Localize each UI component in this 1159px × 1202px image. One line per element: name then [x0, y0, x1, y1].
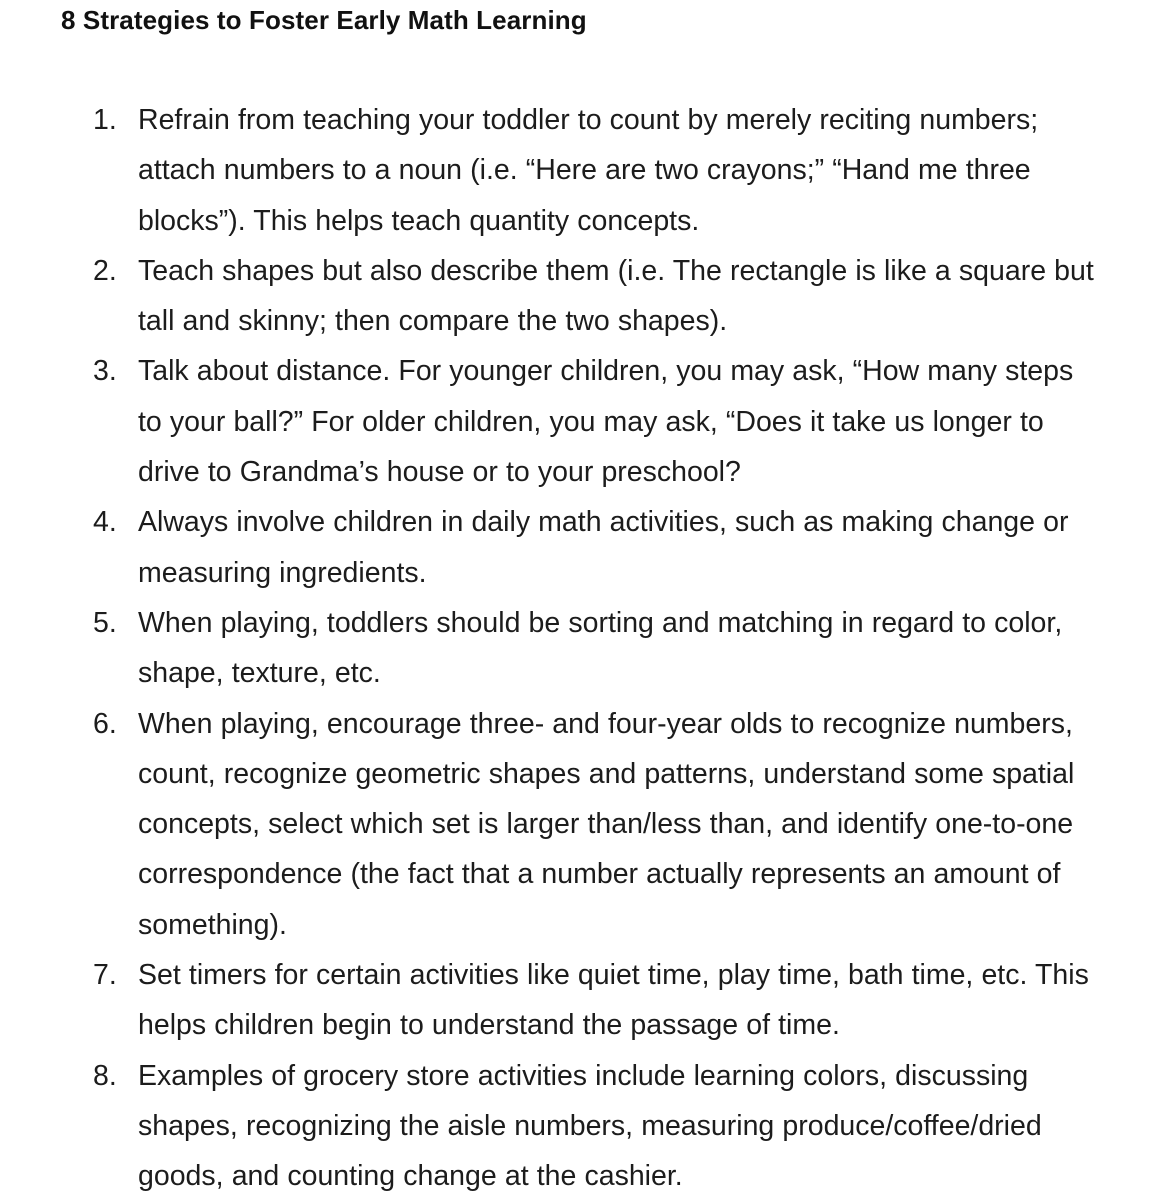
- list-item-number: 8.: [93, 1059, 117, 1092]
- list-item: [0, 246, 1098, 347]
- list-item-number: 2.: [93, 254, 117, 287]
- list-item-text: Always involve children in daily math activities, such as making change or measuring ingredients.: [138, 506, 1069, 589]
- document-title: 8 Strategies to Foster Early Math Learning: [61, 5, 587, 35]
- list-item: [0, 95, 1098, 246]
- list-item-number: 5.: [93, 606, 117, 639]
- list-item-text: Set timers for certain activities like quiet time, play time, bath time, etc. This helps children begin to understand the passage of time.: [138, 959, 1089, 1042]
- list-item-number: 1.: [93, 104, 117, 136]
- list-item-text: When playing, encourage three- and four-year olds to recognize numbers, count, recognize geometric shapes and patterns, understand some spatial concepts, select which set is larger than/less than, and identify one-to-one correspondence (the fact that a number actually represents an amount of something).: [138, 707, 1075, 941]
- list-item-number: 3.: [93, 355, 117, 388]
- list-item: [0, 598, 1098, 699]
- list-item-text: Teach shapes but also describe them (i.e. The rectangle is like a square but tall and skinny; then compare the two shapes).: [138, 254, 1094, 338]
- list-item-text: When playing, toddlers should be sorting and matching in regard to color, shape, texture, etc.: [138, 606, 1063, 690]
- list-item-number: 7.: [93, 959, 117, 992]
- list-item: [0, 950, 1098, 1051]
- list-item-text: Refrain from teaching your toddler to count by merely reciting numbers; attach numbers to a noun (i.e. “Here are two crayons;” “Hand me three blocks”). This helps teach quantity concepts.: [138, 104, 1039, 237]
- strategy-list: [0, 95, 1159, 1202]
- list-item-text: Talk about distance. For younger children, you may ask, “How many steps to your ball?” For older children, you may ask, “Does it take us longer to drive to Grandma’s house or to your preschool?: [138, 355, 1074, 489]
- list-item: [0, 1051, 1098, 1202]
- list-item: [0, 497, 1098, 598]
- list-item-number: 6.: [93, 707, 117, 740]
- list-item: [0, 346, 1098, 497]
- list-item: [0, 699, 1098, 950]
- list-item-number: 4.: [93, 506, 117, 539]
- list-item-text: Examples of grocery store activities include learning colors, discussing shapes, recognizing the aisle numbers, measuring produce/coffee/dried goods, and counting change at the cashier.: [138, 1059, 1042, 1193]
